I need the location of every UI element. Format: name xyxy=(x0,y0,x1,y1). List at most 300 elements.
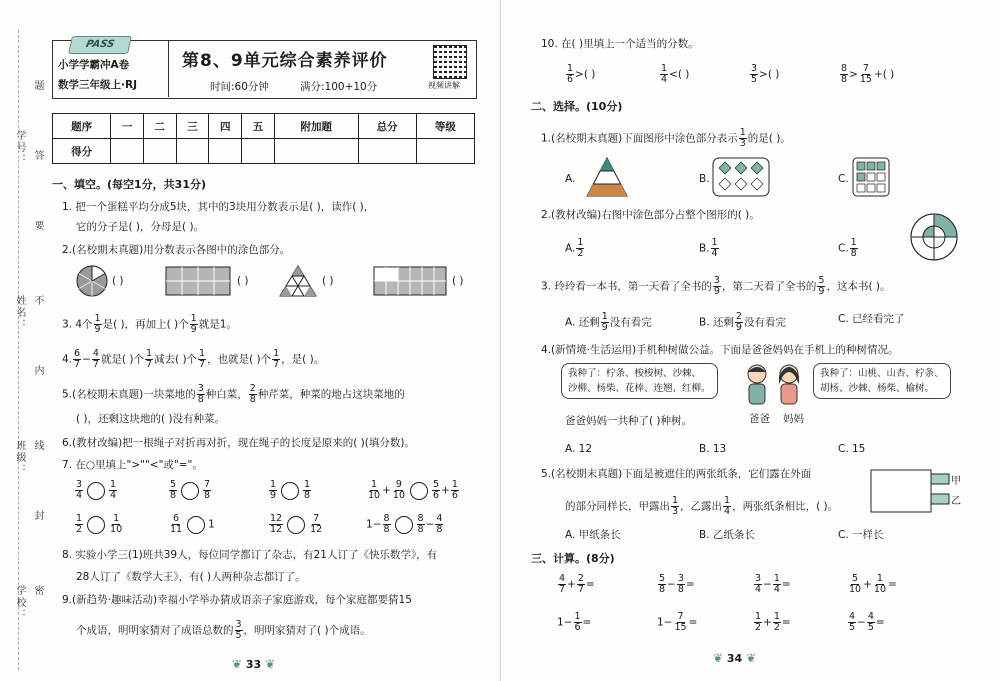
denominator: 7 xyxy=(199,359,206,370)
denominator: 7 xyxy=(145,359,153,370)
numerator: 1 xyxy=(304,479,311,490)
fraction xyxy=(269,480,277,501)
numerator: 8 xyxy=(383,513,390,524)
numerator: 2 xyxy=(577,573,584,584)
calc-item[interactable] xyxy=(657,574,695,595)
numerator: 1 xyxy=(190,313,197,324)
denominator: 3 xyxy=(672,506,679,517)
fraction xyxy=(739,128,747,149)
class-label: 班级： xyxy=(14,440,25,476)
name-label: 姓名： xyxy=(14,295,25,331)
numerator: 3 xyxy=(197,383,204,394)
c2-option-a[interactable] xyxy=(565,238,585,259)
fraction xyxy=(773,612,781,633)
q6-text: 6.(教材改编)把一根绳子对折再对折，现在绳子的长度是原来的( )(填分数)。 xyxy=(62,437,415,449)
cut-char: 答 xyxy=(32,150,43,162)
page-number xyxy=(713,651,756,665)
calc-token: − xyxy=(563,616,573,629)
q10-blank[interactable]: >( ) xyxy=(759,68,780,81)
c3-part: 3. 玲玲看一本书，第一天看了全书的 xyxy=(541,280,712,293)
fraction xyxy=(73,349,81,370)
denominator: 15 xyxy=(674,622,687,633)
numerator: 1 xyxy=(876,573,883,584)
equals-sign: = xyxy=(781,616,791,629)
fraction xyxy=(169,514,183,535)
numerator: 1 xyxy=(199,348,206,359)
compare-circle[interactable] xyxy=(395,516,413,534)
q7-item xyxy=(268,514,324,535)
score-cell[interactable] xyxy=(358,139,416,164)
calc-item[interactable] xyxy=(557,612,591,633)
score-cell[interactable] xyxy=(274,139,358,164)
leaf-ornament-icon: ❦ xyxy=(265,657,276,671)
fraction xyxy=(109,514,123,535)
denominator: 8 xyxy=(249,394,256,405)
fraction xyxy=(309,514,323,535)
section-2-title: 二、选择。(10分) xyxy=(531,100,623,113)
calc-token: + xyxy=(863,578,872,591)
c1-part: 的是( )。 xyxy=(747,132,791,145)
score-header-cell: 等级 xyxy=(416,114,474,139)
c1-option-c[interactable]: C. xyxy=(838,173,849,185)
calc-token: 1 xyxy=(557,616,564,629)
dad-speech-line: 我种了：柠条、梭梭树、沙棘、 xyxy=(568,368,702,379)
fraction xyxy=(272,349,280,370)
fraction xyxy=(574,612,582,633)
fraction xyxy=(840,64,848,85)
q1-line-b: 它的分子是( )，分母是( )。 xyxy=(76,221,205,233)
figure-triangle xyxy=(280,266,316,296)
qr-code-icon[interactable] xyxy=(433,45,467,79)
fraction xyxy=(190,314,198,335)
mom-speech-bubble xyxy=(813,363,951,399)
denominator: 7 xyxy=(559,584,566,595)
denominator: 2 xyxy=(755,622,762,633)
denominator: 11 xyxy=(170,524,183,535)
q5-line-b: ( )，还剩这块地的( )没有种菜。 xyxy=(76,413,226,425)
numerator: 1 xyxy=(672,495,679,506)
option-letter: C. xyxy=(838,242,849,255)
fraction xyxy=(145,349,153,370)
leaf-ornament-icon: ❦ xyxy=(746,651,757,665)
q7-item xyxy=(366,480,460,501)
c2-option-c[interactable] xyxy=(838,238,859,259)
denominator: 6 xyxy=(567,74,574,85)
score-header-cell: 题序 xyxy=(53,114,111,139)
q2-blank-4[interactable]: ( ) xyxy=(452,275,464,287)
denominator: 3 xyxy=(739,138,746,149)
numerator: 1 xyxy=(773,611,780,622)
fraction xyxy=(417,514,425,535)
c4-text: 4.(新情境·生活运用)手机种树做公益。下面是爸爸妈妈在手机上的种树情况。 xyxy=(541,344,899,356)
numerator: 5 xyxy=(818,275,825,286)
score-header-cell: 附加题 xyxy=(274,114,358,139)
fraction xyxy=(432,480,440,501)
denominator: 8 xyxy=(417,524,424,535)
figure-circle-sixths xyxy=(77,266,107,296)
c5-line-a: 5.(名校期末真题)下面是被遮住的两张纸条，它们露在外面 xyxy=(541,468,812,480)
q9-part: ，明明家猜对了( )个成语。 xyxy=(243,624,371,637)
q9-line-b xyxy=(76,620,371,641)
c3-option-c[interactable]: C. 已经看完了 xyxy=(838,313,905,325)
score-header-cell: 一 xyxy=(111,114,144,139)
calc-token: + xyxy=(567,578,576,591)
q10-item xyxy=(565,64,595,85)
strip-yi-label: 乙 xyxy=(951,496,961,507)
calc-item[interactable] xyxy=(753,574,791,595)
numerator: 8 xyxy=(417,513,424,524)
q10-item: $\frac{8}{8}$ > $\frac{7}{15}$ +( ) xyxy=(841,63,895,85)
numerator: 1 xyxy=(567,63,574,74)
fraction xyxy=(873,574,887,595)
fraction xyxy=(249,384,257,405)
numerator: 4 xyxy=(92,348,99,359)
c4-option-a[interactable]: A. 12 xyxy=(565,443,593,455)
calc-item[interactable] xyxy=(847,612,885,633)
fraction xyxy=(198,349,206,370)
compare-circle[interactable] xyxy=(187,516,205,534)
right-page xyxy=(500,0,1000,681)
q10-blank[interactable]: >( ) xyxy=(575,68,596,81)
q2-blank-2[interactable]: ( ) xyxy=(237,275,249,287)
fraction xyxy=(94,314,102,335)
denominator: 12 xyxy=(310,524,323,535)
denominator: 12 xyxy=(270,524,283,535)
leaf-ornament-icon: ❦ xyxy=(232,657,243,671)
denominator: 8 xyxy=(204,490,211,501)
section-1-title: 一、填空。(每空1分，共31分) xyxy=(52,178,207,191)
c3-part: ，第二天看了全书的 xyxy=(721,280,817,293)
c3-option-a[interactable] xyxy=(565,312,652,333)
fraction xyxy=(601,312,609,333)
numerator: 1 xyxy=(270,479,277,490)
q1-line-a: 1. 把一个蛋糕平均分成5块，其中的3块用分数表示是( )，读作( )， xyxy=(62,201,375,213)
numerator: 3 xyxy=(235,619,242,630)
fraction xyxy=(671,496,679,517)
numerator: 2 xyxy=(735,311,742,322)
score-cell[interactable] xyxy=(143,139,176,164)
q4-text: 4. $\frac{6}{7}$ − $\frac{4}{7}$ 就是( )个 $\frac{1}{7}$ 减去( )个 $\frac{1}{7}$ ，也就是( )个 $\frac{1}{7}$ ，是( )。 xyxy=(62,348,325,370)
dad-label: 爸爸 xyxy=(749,413,770,425)
c5-line-b xyxy=(565,496,838,517)
calc-item[interactable] xyxy=(847,574,897,595)
student-id-label: 学号： xyxy=(14,130,25,166)
compare-circle[interactable] xyxy=(410,482,428,500)
c4-question: 爸爸妈妈一共种了( )种树。 xyxy=(565,415,693,427)
fraction xyxy=(203,480,211,501)
fraction xyxy=(566,64,574,85)
numerator: 7 xyxy=(862,63,869,74)
denominator: 4 xyxy=(110,490,117,501)
numerator: 1 xyxy=(145,348,153,359)
q7-item xyxy=(74,480,118,501)
score-header-cell: 总分 xyxy=(358,114,416,139)
whole-number: 1 xyxy=(366,518,373,531)
numerator: 3 xyxy=(76,479,83,490)
header-divider xyxy=(168,40,169,97)
cut-char: 密 xyxy=(32,585,43,597)
equals-sign: = xyxy=(875,616,885,629)
full-score: 满分:100+10分 xyxy=(300,81,378,93)
fraction xyxy=(367,480,381,501)
fraction xyxy=(451,480,459,501)
q7-item xyxy=(168,514,215,535)
compare-circle[interactable] xyxy=(287,516,305,534)
option-text: 没有看完 xyxy=(609,316,652,329)
cut-char: 内 xyxy=(32,365,43,377)
q5-line-a xyxy=(62,384,405,405)
leaf-ornament-icon: ❦ xyxy=(713,651,724,665)
compare-circle[interactable] xyxy=(87,482,105,500)
series-name: 小学学霸冲A卷 xyxy=(58,59,130,71)
minus-sign: − xyxy=(372,518,382,531)
q8-line-b: 28人订了《数学大王》，有( )人两种杂志都订了。 xyxy=(76,571,306,583)
c5-part: ，两张纸条相比，( )。 xyxy=(732,500,839,513)
numerator: 1 xyxy=(755,611,762,622)
score-header-cell: 二 xyxy=(143,114,176,139)
numerator: 6 xyxy=(173,513,180,524)
numerator: 1 xyxy=(574,611,581,622)
denominator: 6 xyxy=(574,622,581,633)
layered-triangle xyxy=(587,158,627,196)
grade-label: 数学三年级上·RJ xyxy=(58,79,137,91)
square-grid xyxy=(853,158,889,196)
q4-part: 减去( )个 xyxy=(154,353,198,366)
fraction xyxy=(754,574,762,595)
score-cell[interactable] xyxy=(209,139,242,164)
numerator: 1 xyxy=(773,573,780,584)
calc-item[interactable] xyxy=(557,574,595,595)
denominator: 5 xyxy=(849,622,856,633)
denominator: 10 xyxy=(110,524,123,535)
score-cell[interactable] xyxy=(176,139,209,164)
q10-item xyxy=(749,64,779,85)
dad-speech-line: 沙柳、杨柴、花棒、连翘、红柳。 xyxy=(568,383,711,394)
denominator: 8 xyxy=(197,394,204,405)
fraction xyxy=(92,349,100,370)
denominator: 10 xyxy=(392,490,405,501)
q10-text: 10. 在( )里填上一个适当的分数。 xyxy=(541,38,699,50)
fraction xyxy=(848,612,856,633)
q8-line-a: 8. 实验小学三(1)班共39人，每位同学都订了杂志，有21人订了《快乐数学》，有 xyxy=(62,549,438,561)
compare-circle[interactable] xyxy=(281,482,299,500)
denominator: 5 xyxy=(235,630,242,641)
score-cell[interactable] xyxy=(242,139,275,164)
c3-part: ，这本书( )。 xyxy=(826,280,891,293)
denominator: 5 xyxy=(751,74,758,85)
qr-caption: 视频讲解 xyxy=(428,81,460,90)
fraction xyxy=(723,496,731,517)
equals-sign: = xyxy=(582,616,592,629)
q2-blank-1[interactable]: ( ) xyxy=(112,275,124,287)
equals-sign: = xyxy=(888,578,897,591)
fraction xyxy=(848,574,862,595)
fraction xyxy=(75,514,83,535)
q3-text xyxy=(62,314,237,335)
fraction xyxy=(303,480,311,501)
c5-part: ，乙露出 xyxy=(680,500,723,513)
c5-option-b[interactable]: B. 乙纸条长 xyxy=(699,529,755,541)
q7-item xyxy=(168,480,212,501)
fraction xyxy=(711,238,719,259)
score-header-cell: 四 xyxy=(209,114,242,139)
q2-blank-3[interactable]: ( ) xyxy=(322,275,334,287)
denominator: 7 xyxy=(273,359,280,370)
dad-speech-bubble xyxy=(561,363,718,399)
time-limit: 时间:60分钟 xyxy=(210,81,269,93)
numerator: 5 xyxy=(170,479,177,490)
fraction: $\frac{1}{2}$ xyxy=(577,237,584,259)
denominator: 7 xyxy=(92,359,99,370)
q4-part: 4. xyxy=(62,353,73,366)
fraction xyxy=(235,620,243,641)
mom-label: 妈妈 xyxy=(783,413,804,425)
fraction xyxy=(269,514,283,535)
c5-option-a[interactable]: A. 甲纸条长 xyxy=(565,529,621,541)
denominator: 8 xyxy=(304,490,311,501)
compare-circle[interactable] xyxy=(87,516,105,534)
calc-token: − xyxy=(667,578,676,591)
ring-figure xyxy=(909,212,959,262)
score-cell[interactable] xyxy=(111,139,144,164)
score-cell[interactable] xyxy=(416,139,474,164)
denominator: 4 xyxy=(755,584,762,595)
q2-text: 2.(名校期末真题)用分数表示各图中的涂色部分。 xyxy=(62,244,291,256)
fraction: $\frac{3}{9}$ xyxy=(713,275,720,297)
numerator: 3 xyxy=(677,573,684,584)
denominator: 9 xyxy=(94,324,101,335)
page-title: 第8、9单元综合素养评价 xyxy=(182,51,388,71)
denominator: 10 xyxy=(849,584,862,595)
denominator: 9 xyxy=(601,322,608,333)
cut-char: 不 xyxy=(32,295,43,307)
fraction xyxy=(75,480,83,501)
c4-option-b[interactable]: B. 13 xyxy=(699,443,727,455)
q5-part: 种白菜， xyxy=(205,388,248,401)
fraction xyxy=(435,514,443,535)
c1-option-a[interactable]: A. xyxy=(565,173,576,185)
c1-figures xyxy=(585,156,1000,200)
q4-part: 就是( )个 xyxy=(100,353,144,366)
numerator: 6 xyxy=(74,348,81,359)
fraction xyxy=(817,276,825,297)
page-number-text: 33 xyxy=(245,658,262,671)
cut-char: 线 xyxy=(32,440,43,452)
c5-part: 的部分同样长，甲露出 xyxy=(565,500,670,513)
denominator: 10 xyxy=(873,584,886,595)
c1-option-b[interactable]: B. xyxy=(699,173,710,185)
parents-illustration xyxy=(739,362,809,408)
numerator: 12 xyxy=(270,513,283,524)
binding-line xyxy=(18,30,19,670)
denominator: 4 xyxy=(76,490,83,501)
q4-part: ，也就是( )个 xyxy=(207,353,272,366)
school-label: 学校： xyxy=(14,585,25,621)
denominator: 10 xyxy=(368,490,381,501)
denominator: 8 xyxy=(383,524,390,535)
mom-speech-line: 胡杨、沙棘、杨柴、榆树。 xyxy=(820,383,935,394)
denominator: 8 xyxy=(677,584,684,595)
numerator: 1 xyxy=(724,495,731,506)
equals-sign: = xyxy=(781,578,791,591)
denominator: 2 xyxy=(76,524,83,535)
score-row-label: 得分 xyxy=(53,139,111,164)
cut-char: 封 xyxy=(32,510,43,522)
fraction xyxy=(674,612,688,633)
q3-part: 3. 4个 xyxy=(62,318,93,331)
numerator: 1 xyxy=(661,63,668,74)
denominator: 9 xyxy=(735,322,742,333)
option-letter: A. xyxy=(565,242,576,255)
c4-option-c[interactable]: C. 15 xyxy=(838,443,866,455)
numerator: 1 xyxy=(371,479,378,490)
c5-option-c[interactable]: C. 一样长 xyxy=(838,529,884,541)
fraction xyxy=(677,574,685,595)
fraction xyxy=(750,64,758,85)
fraction xyxy=(773,574,781,595)
numerator: 3 xyxy=(755,573,762,584)
compare-circle[interactable] xyxy=(181,482,199,500)
q10-blank[interactable]: <( ) xyxy=(669,68,690,81)
page-number-text: 34 xyxy=(726,652,743,665)
c3-option-b[interactable] xyxy=(699,312,786,333)
denominator: 4 xyxy=(724,506,731,517)
numerator: 1 xyxy=(451,479,458,490)
numerator: 2 xyxy=(249,383,256,394)
q10-item xyxy=(659,64,689,85)
calc-token: − xyxy=(663,616,673,629)
q7-item xyxy=(74,514,124,535)
c3-text xyxy=(541,276,890,297)
calc-token: 1 xyxy=(657,616,664,629)
fraction xyxy=(658,574,666,595)
q9-part: 个成语，明明家猜对了成语总数的 xyxy=(76,624,234,637)
whole-number: 1 xyxy=(208,518,215,531)
strip-jia-label: 甲 xyxy=(951,476,961,487)
q3-part: 就是1。 xyxy=(198,318,237,331)
c2-option-b[interactable] xyxy=(699,238,720,259)
numerator: 7 xyxy=(204,479,211,490)
denominator: 8 xyxy=(170,490,177,501)
numerator: 4 xyxy=(867,611,874,622)
fraction xyxy=(660,64,668,85)
equals-sign: = xyxy=(688,616,698,629)
numerator: 1 xyxy=(94,313,101,324)
numerator: 9 xyxy=(395,479,402,490)
calc-token: − xyxy=(763,578,772,591)
calc-item[interactable] xyxy=(657,612,697,633)
denominator: 6 xyxy=(433,490,440,501)
q7-item xyxy=(268,480,312,501)
denominator: 4 xyxy=(773,584,780,595)
numerator: 4 xyxy=(436,513,443,524)
c1-text xyxy=(541,128,791,149)
fraction xyxy=(859,64,873,85)
q7-text: 7. 在○里填上">""<"或"="。 xyxy=(62,459,203,471)
score-table xyxy=(52,113,475,164)
numerator: 4 xyxy=(559,573,566,584)
fraction xyxy=(735,312,743,333)
calc-item[interactable] xyxy=(753,612,791,633)
q2-figures xyxy=(74,264,494,300)
numerator: 5 xyxy=(852,573,859,584)
numerator: 1 xyxy=(273,348,280,359)
fraction xyxy=(867,612,875,633)
denominator: 4 xyxy=(711,248,718,259)
denominator: 4 xyxy=(661,74,668,85)
numerator: 1 xyxy=(110,479,117,490)
calc-token: + xyxy=(763,616,772,629)
